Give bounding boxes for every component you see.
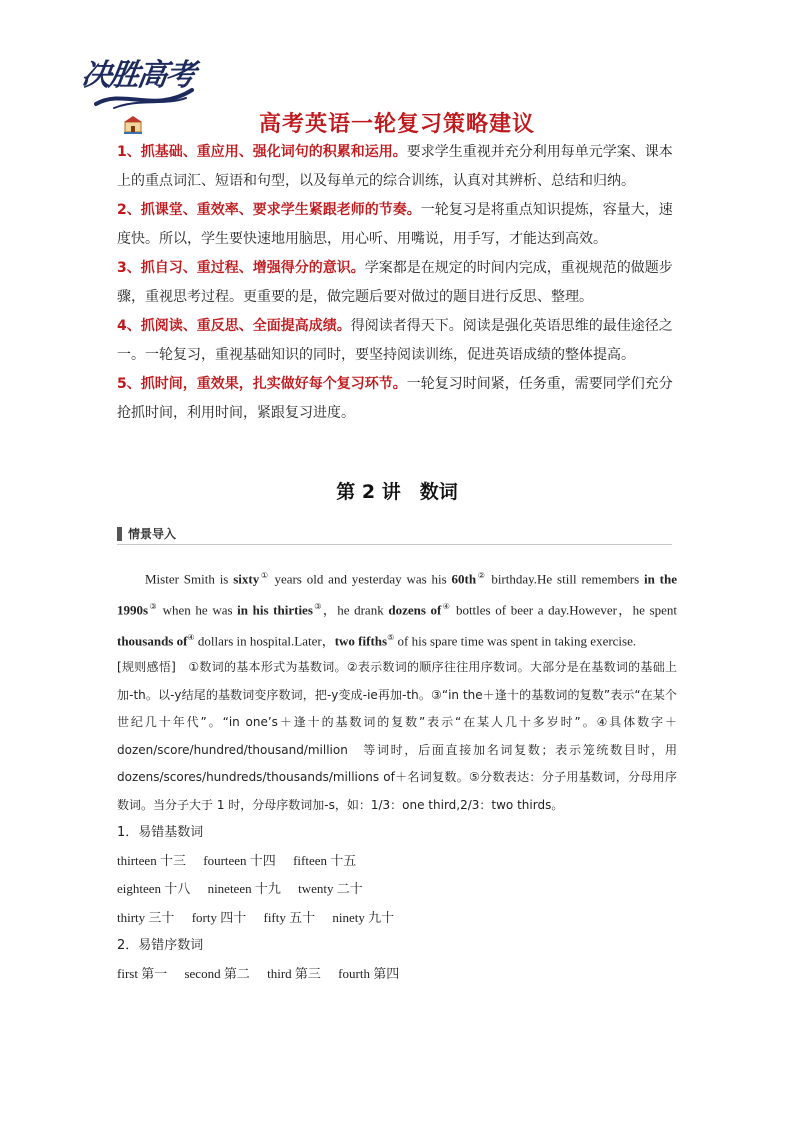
passage-marker: ④ [187,632,195,642]
chinese-word: 二十 [336,882,363,898]
strategy-heading: 3、抓自习、重过程、增强得分的意识。 [117,260,365,276]
passage-keyword: two fifths [334,632,388,648]
word-pair [267,966,321,981]
word-row [117,847,677,876]
chinese-word: 十五 [330,853,357,869]
passage-keyword: 60th [451,571,477,587]
section-header [117,524,672,545]
english-word: fifty [263,909,286,925]
chinese-word: 十九 [254,882,281,898]
english-word: ninety [332,909,365,925]
passage-keyword: sixty [233,571,260,587]
english-word: nineteen [207,881,252,897]
chinese-word: 第一 [141,966,168,982]
chinese-word: 第四 [373,966,400,982]
english-word: second [184,965,221,981]
word-row [117,875,677,904]
chinese-word: 十八 [164,882,191,898]
english-word: twenty [298,881,334,897]
word-row [117,904,677,933]
section-marker-icon [117,527,122,541]
word-pair [332,910,394,925]
english-word: fourteen [203,852,247,868]
strategy-list [117,138,682,428]
strategy-heading: 1、抓基础、重应用、强化词句的积累和运用。 [117,144,407,160]
passage-keyword: dozens of [388,602,442,618]
passage-keyword: thousands of [117,632,188,648]
english-word: thirteen [117,852,157,868]
section-label: 情景导入 [128,527,177,541]
chinese-word: 十四 [249,853,276,869]
english-word: fifteen [293,852,327,868]
lesson-title: 第 2 讲 数词 [336,481,458,503]
intro-passage [117,562,677,654]
passage-text: years old and yesterday was his [269,571,452,587]
strategy-item [117,254,682,312]
strategy-body: 一轮复习时间紧，任务重，需要同学们充分抢抓时间，利用时间，紧跟复习进度。 [117,376,673,421]
word-pair [117,853,186,868]
passage-text: ，he drank [322,602,389,618]
strategy-body: 要求学生重视并充分利用每单元学案、课本上的重点词汇、短语和句型，以及每单元的综合训练，认真对其辨析、总结和归纳。 [117,144,673,189]
word-pair [298,881,363,896]
list-heading: 1．易错基数词 [117,825,204,841]
rule-explanation: [规则感悟] ①数词的基本形式为基数词。②表示数词的顺序往往用序数词。大部分是在基数词的基础上加-th。以-y结尾的基数词变序数词，把-y变成-ie再加-th。③“in the＋逢十的基数词的复数”表示“在某个世纪几十年代”。“in one’s＋逢十的基数词的复数”表示“在某人几十多岁时”。④具体数字＋dozen/score/hundred/thousand/million 等词时，后面直接加名词复数；表示笼统数目时，用 dozens/scores/hundreds/thousands/millions of＋名词复数。⑤分数表达：分子用基数词，分母用序数词。当分子大于 1 时，分母序数词加-s，如：1/3：one third,2/3：two thirds。 [117,660,677,812]
strategy-body: 学案都是在规定的时间内完成，重视规范的做题步骤，重视思考过程。更重要的是，做完题后要对做过的题目进行反思、整理。 [117,260,673,305]
word-pair [208,881,281,896]
passage-text: Mister Smith is [145,571,234,587]
chinese-word: 十三 [159,853,186,869]
passage-text: of his spare time was spent in taking exercise. [394,632,637,648]
passage-text: birthday.He still remembers [486,571,644,587]
chinese-word: 第二 [223,966,250,982]
passage-text: dollars in hospital.Later， [194,632,335,648]
list-heading: 2．易错序数词 [117,938,204,954]
english-word: forty [191,909,217,925]
strategy-heading: 5、抓时间，重效果，扎实做好每个复习环节。 [117,376,407,392]
passage-marker: ⑤ [387,632,395,642]
english-word: thirty [117,909,146,925]
strategy-item [117,138,682,196]
word-pair [263,910,315,925]
passage-marker: ③ [148,601,158,611]
strategy-item [117,196,682,254]
word-pair [117,910,174,925]
passage-marker: ① [259,571,270,580]
english-word: first [117,965,138,981]
word-pair [117,966,167,981]
passage-keyword: in the 1990s [117,571,678,618]
word-pair [192,910,247,925]
passage-text: when he was [158,602,238,618]
strategy-heading: 2、抓课堂、重效率、要求学生紧跟老师的节奏。 [117,202,421,218]
chinese-word: 五十 [289,910,316,926]
lesson-content [117,562,677,988]
chinese-word: 四十 [220,910,247,926]
logo-wordmark: 决胜高考 [79,58,196,93]
word-row [117,960,677,989]
strategy-item [117,312,682,370]
chinese-word: 第三 [294,966,321,982]
chinese-word: 三十 [148,910,175,926]
passage-marker: ③ [312,601,323,611]
chinese-word: 九十 [368,910,395,926]
word-pair [293,853,356,868]
word-pair [338,966,399,981]
word-pair [184,966,249,981]
passage-marker: ② [476,571,487,580]
word-pair [117,881,190,896]
strategy-body: 一轮复习是将重点知识提炼，容量大，速度快。所以，学生要快速地用脑思，用心听、用嘴说，用手写，才能达到高效。 [117,202,673,247]
word-pair [203,853,276,868]
english-word: fourth [338,965,370,981]
passage-keyword: in his thirties [237,602,313,618]
strategy-heading: 4、抓阅读、重反思、全面提高成绩。 [117,318,351,334]
strategy-body: 得阅读者得天下。阅读是强化英语思维的最佳途径之一。一轮复习，重视基础知识的同时，要坚持阅读训练，促进英语成绩的整体提高。 [117,318,673,363]
english-word: third [267,965,292,981]
english-word: eighteen [117,881,162,897]
strategy-item [117,370,682,428]
passage-text: bottles of beer a day.However，he spent [451,602,678,618]
passage-marker: ④ [441,601,452,611]
page-title: 高考英语一轮复习策略建议 [258,112,535,137]
